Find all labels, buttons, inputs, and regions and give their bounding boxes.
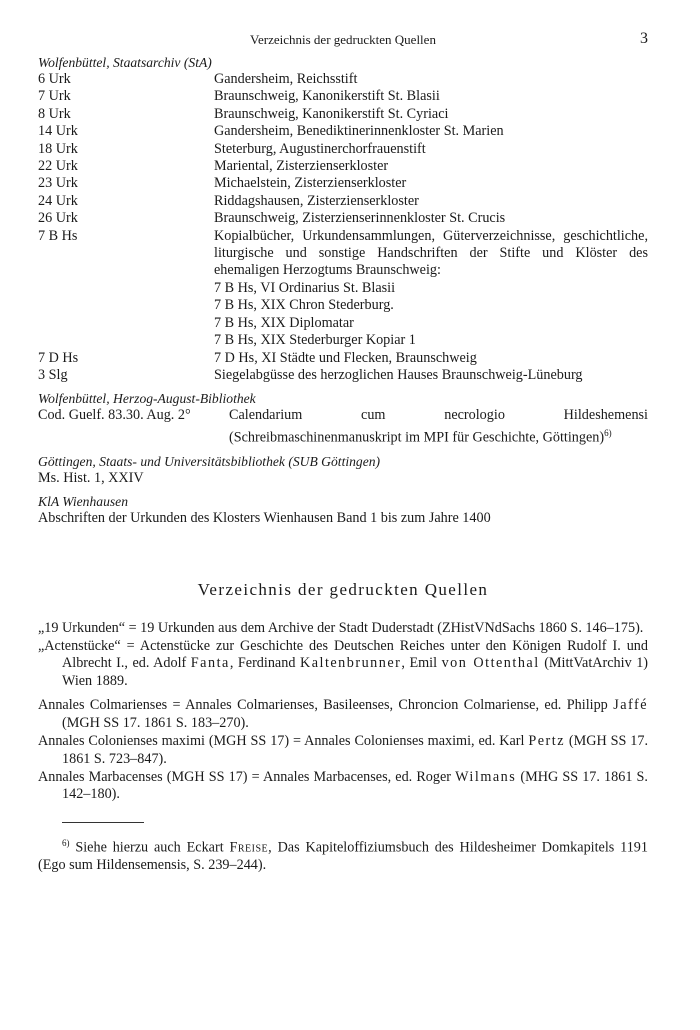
- bibliography-entry: [38, 769, 648, 804]
- description-text: Calendarium cum necrologio Hildeshemensi (Schreibmaschinenmanuskript im MPI für Geschichte, Göttingen): [229, 407, 648, 446]
- entry-text: (MGH SS 17. 1861 S. 183–270).: [62, 714, 249, 731]
- description: Steterburg, Augustinerchorfrauenstift: [214, 140, 426, 157]
- footnote-text: , Das Kapiteloffiziumsbuch des Hildesheimer Domkapitels 1191 (Ego sum Hildensemensis, S. 239–244).: [38, 839, 648, 873]
- shelfmark: 7 Urk: [38, 88, 71, 105]
- archive-row: [38, 175, 648, 192]
- description: 7 B Hs, XIX Chron Stederburg.: [214, 297, 394, 314]
- description: Kopialbücher, Urkundensammlungen, Güterverzeichnisse, geschichtliche, liturgische und sonstige Handschriften der Stifte und Klöster des ehemaligen Herzogtums Braunschweig:: [214, 227, 648, 279]
- bibliography-entry: [38, 733, 648, 768]
- shelfmark: 18 Urk: [38, 140, 78, 157]
- footnote-reference: 6): [604, 427, 612, 438]
- description: Gandersheim, Benediktinerinnenkloster St. Marien: [214, 123, 504, 140]
- shelfmark: 3 Slg: [38, 366, 68, 383]
- description: 7 D Hs, XI Städte und Flecken, Braunschweig: [214, 349, 477, 366]
- shelfmark: 26 Urk: [38, 210, 78, 227]
- footnote-mark: 6): [62, 837, 70, 848]
- archive-row: [38, 193, 648, 210]
- archive-row: [38, 106, 648, 123]
- archive-row: [38, 141, 648, 158]
- archive-heading-hab: Wolfenbüttel, Herzog-August-Bibliothek: [38, 391, 256, 407]
- shelfmark: Cod. Guelf. 83.30. Aug. 2°: [38, 407, 191, 424]
- archive-row: [38, 280, 648, 297]
- archive-heading-sub: Göttingen, Staats- und Universitätsbibliothek (SUB Göttingen): [38, 453, 381, 469]
- archive-row: [38, 210, 648, 227]
- entry-text: (MittVatArchiv 1) Wien 1889.: [62, 655, 649, 689]
- description: Braunschweig, Kanonikerstift St. Cyriaci: [214, 105, 449, 122]
- archive-line-sub: Ms. Hist. 1, XXIV: [38, 469, 144, 486]
- archive-heading-sta: Wolfenbüttel, Staatsarchiv (StA): [38, 55, 212, 70]
- bibliography-entry: [38, 638, 648, 690]
- entry-text: Annales Colonienses maximi (MGH SS 17) = Annales Colonienses maximi, ed. Karl: [38, 733, 529, 750]
- shelfmark: [38, 280, 214, 297]
- shelfmark: 22 Urk: [38, 158, 78, 175]
- description: Riddagshausen, Zisterzienserkloster: [214, 192, 419, 209]
- description: Siegelabgüsse des herzoglichen Hauses Braunschweig-Lüneburg: [214, 366, 583, 383]
- entry-text: Annales Colmarienses = Annales Colmarienses, Basileenses, Chroncion Colmariense, ed. Philipp: [38, 697, 614, 714]
- document-page: [38, 32, 648, 874]
- archive-row: [38, 332, 648, 349]
- archive-row: [38, 158, 648, 175]
- archive-row-hab: [38, 407, 648, 447]
- editor-name: Kaltenbrunner: [299, 655, 402, 672]
- shelfmark: [38, 315, 214, 332]
- footnote-author: Freise: [229, 839, 269, 856]
- shelfmark: [38, 297, 214, 314]
- description: Gandersheim, Reichsstift: [214, 71, 358, 87]
- entry-text: (MGH SS 17. 1861 S. 723–847).: [62, 733, 648, 767]
- archive-row: [38, 228, 648, 280]
- archive-row: [38, 71, 648, 88]
- description: Michaelstein, Zisterzienserkloster: [214, 175, 407, 192]
- bibliography-entry: [38, 697, 648, 732]
- description: 7 B Hs, VI Ordinarius St. Blasii: [214, 279, 396, 296]
- shelfmark: 8 Urk: [38, 105, 71, 122]
- shelfmark: 7 D Hs: [38, 349, 79, 366]
- shelfmark: [38, 332, 214, 349]
- footnote: [38, 835, 648, 875]
- description: 7 B Hs, XIX Stederburger Kopiar 1: [214, 332, 416, 349]
- description: Braunschweig, Kanonikerstift St. Blasii: [214, 88, 440, 105]
- archive-line-kla: Abschriften der Urkunden des Klosters Wienhausen Band 1 bis zum Jahre 1400: [38, 510, 491, 527]
- shelfmark: 7 B Hs: [38, 227, 78, 244]
- entry-text: , Emil: [401, 655, 442, 672]
- archive-list-sta: [38, 71, 648, 384]
- editor-name: Fanta: [190, 655, 230, 672]
- archive-heading-kla: KlA Wienhausen: [38, 494, 128, 510]
- page-number: 3: [640, 30, 648, 47]
- archive-row: [38, 367, 648, 384]
- archive-row: [38, 297, 648, 314]
- shelfmark: 6 Urk: [38, 71, 71, 87]
- description: Mariental, Zisterzienserkloster: [214, 158, 389, 175]
- entry-text: Annales Marbacenses (MGH SS 17) = Annales Marbacenses, ed. Roger: [38, 768, 456, 785]
- editor-name: Jaffé: [613, 697, 648, 714]
- running-head-title: Verzeichnis der gedruckten Quellen: [250, 32, 436, 47]
- shelfmark: 23 Urk: [38, 175, 78, 192]
- bibliography-entry: „19 Urkunden“ = 19 Urkunden aus dem Archive der Stadt Duderstadt (ZHistVNdSachs 1860 S. 146–175).: [38, 619, 644, 636]
- section-heading-printed-sources: Verzeichnis der gedruckten Quellen: [197, 579, 489, 599]
- archive-row: [38, 88, 648, 105]
- editor-name: von Ottenthal: [441, 655, 540, 672]
- editor-name: Pertz: [528, 733, 566, 750]
- running-head: [38, 32, 648, 54]
- description: 7 B Hs, XIX Diplomatar: [214, 314, 354, 331]
- archive-row: [38, 315, 648, 332]
- footnote-rule: [62, 822, 144, 823]
- entry-text: „Actenstücke“ = Actenstücke zur Geschichte des Deutschen Reiches unter den Königen Rudolf I. und Albrecht I., ed. Adolf: [38, 638, 648, 672]
- shelfmark: 14 Urk: [38, 123, 78, 140]
- entry-text: , Ferdinand: [229, 655, 300, 672]
- footnote-text: Siehe hierzu auch Eckart: [69, 839, 230, 856]
- shelfmark: 24 Urk: [38, 192, 78, 209]
- archive-row: [38, 123, 648, 140]
- description: [229, 407, 648, 447]
- editor-name: Wilmans: [455, 768, 517, 785]
- description: Braunschweig, Zisterzienserinnenkloster St. Crucis: [214, 210, 506, 227]
- archive-row: [38, 350, 648, 367]
- entry-text: (MHG SS 17. 1861 S. 142–180).: [62, 768, 648, 803]
